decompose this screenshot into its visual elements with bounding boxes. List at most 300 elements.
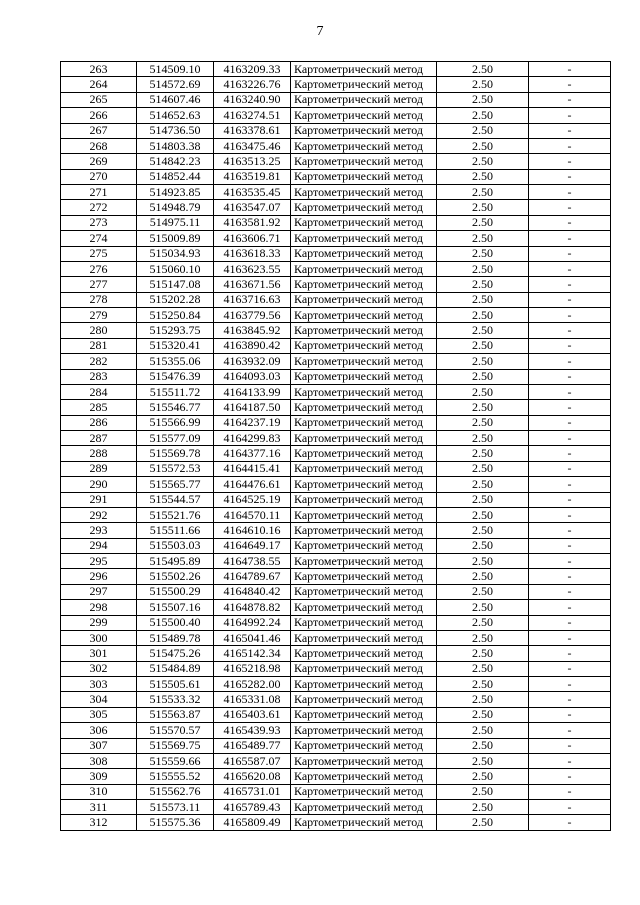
point-number-cell: 286 — [61, 415, 137, 430]
point-number-cell: 304 — [61, 692, 137, 707]
y-coordinate-cell: 4164570.11 — [214, 507, 291, 522]
table-row — [61, 431, 611, 446]
y-coordinate-cell: 4163240.90 — [214, 92, 291, 107]
table-row — [61, 800, 611, 815]
y-coordinate-cell: 4165587.07 — [214, 753, 291, 768]
y-coordinate-cell: 4164610.16 — [214, 523, 291, 538]
precision-cell: 2.50 — [437, 507, 529, 522]
note-cell: - — [529, 323, 611, 338]
precision-cell: 2.50 — [437, 231, 529, 246]
x-coordinate-cell: 515475.26 — [137, 646, 214, 661]
point-number-cell: 279 — [61, 308, 137, 323]
point-number-cell: 302 — [61, 661, 137, 676]
method-cell: Картометрический метод — [291, 384, 437, 399]
point-number-cell: 273 — [61, 215, 137, 230]
note-cell: - — [529, 600, 611, 615]
point-number-cell: 296 — [61, 569, 137, 584]
note-cell: - — [529, 554, 611, 569]
point-number-cell: 287 — [61, 431, 137, 446]
coordinates-table-body — [61, 62, 611, 831]
x-coordinate-cell: 515500.40 — [137, 615, 214, 630]
method-cell: Картометрический метод — [291, 523, 437, 538]
precision-cell: 2.50 — [437, 384, 529, 399]
method-cell: Картометрический метод — [291, 246, 437, 261]
y-coordinate-cell: 4164093.03 — [214, 369, 291, 384]
note-cell: - — [529, 261, 611, 276]
table-row — [61, 646, 611, 661]
method-cell: Картометрический метод — [291, 615, 437, 630]
precision-cell: 2.50 — [437, 692, 529, 707]
x-coordinate-cell: 514736.50 — [137, 123, 214, 138]
note-cell: - — [529, 154, 611, 169]
x-coordinate-cell: 514975.11 — [137, 215, 214, 230]
point-number-cell: 294 — [61, 538, 137, 553]
table-row — [61, 692, 611, 707]
y-coordinate-cell: 4164840.42 — [214, 584, 291, 599]
x-coordinate-cell: 515559.66 — [137, 753, 214, 768]
precision-cell: 2.50 — [437, 707, 529, 722]
note-cell: - — [529, 369, 611, 384]
table-row — [61, 584, 611, 599]
x-coordinate-cell: 515202.28 — [137, 292, 214, 307]
method-cell: Картометрический метод — [291, 461, 437, 476]
precision-cell: 2.50 — [437, 261, 529, 276]
y-coordinate-cell: 4165403.61 — [214, 707, 291, 722]
note-cell: - — [529, 215, 611, 230]
y-coordinate-cell: 4163581.92 — [214, 215, 291, 230]
method-cell: Картометрический метод — [291, 431, 437, 446]
x-coordinate-cell: 514652.63 — [137, 108, 214, 123]
point-number-cell: 275 — [61, 246, 137, 261]
method-cell: Картометрический метод — [291, 400, 437, 415]
note-cell: - — [529, 354, 611, 369]
table-row — [61, 554, 611, 569]
precision-cell: 2.50 — [437, 92, 529, 107]
y-coordinate-cell: 4163618.33 — [214, 246, 291, 261]
table-row — [61, 200, 611, 215]
x-coordinate-cell: 515060.10 — [137, 261, 214, 276]
precision-cell: 2.50 — [437, 569, 529, 584]
precision-cell: 2.50 — [437, 415, 529, 430]
table-row — [61, 154, 611, 169]
point-number-cell: 268 — [61, 138, 137, 153]
table-row — [61, 77, 611, 92]
x-coordinate-cell: 515573.11 — [137, 800, 214, 815]
table-row — [61, 138, 611, 153]
precision-cell: 2.50 — [437, 246, 529, 261]
x-coordinate-cell: 515533.32 — [137, 692, 214, 707]
note-cell: - — [529, 677, 611, 692]
point-number-cell: 299 — [61, 615, 137, 630]
point-number-cell: 309 — [61, 769, 137, 784]
x-coordinate-cell: 515544.57 — [137, 492, 214, 507]
note-cell: - — [529, 231, 611, 246]
x-coordinate-cell: 515355.06 — [137, 354, 214, 369]
y-coordinate-cell: 4164992.24 — [214, 615, 291, 630]
y-coordinate-cell: 4165041.46 — [214, 630, 291, 645]
x-coordinate-cell: 515569.78 — [137, 446, 214, 461]
precision-cell: 2.50 — [437, 738, 529, 753]
method-cell: Картометрический метод — [291, 800, 437, 815]
table-row — [61, 815, 611, 830]
precision-cell: 2.50 — [437, 615, 529, 630]
method-cell: Картометрический метод — [291, 753, 437, 768]
x-coordinate-cell: 515572.53 — [137, 461, 214, 476]
precision-cell: 2.50 — [437, 323, 529, 338]
point-number-cell: 308 — [61, 753, 137, 768]
precision-cell: 2.50 — [437, 600, 529, 615]
y-coordinate-cell: 4164415.41 — [214, 461, 291, 476]
method-cell: Картометрический метод — [291, 738, 437, 753]
y-coordinate-cell: 4164789.67 — [214, 569, 291, 584]
point-number-cell: 281 — [61, 338, 137, 353]
note-cell: - — [529, 62, 611, 77]
note-cell: - — [529, 661, 611, 676]
precision-cell: 2.50 — [437, 185, 529, 200]
method-cell: Картометрический метод — [291, 108, 437, 123]
x-coordinate-cell: 514923.85 — [137, 185, 214, 200]
method-cell: Картометрический метод — [291, 554, 437, 569]
y-coordinate-cell: 4164187.50 — [214, 400, 291, 415]
precision-cell: 2.50 — [437, 400, 529, 415]
method-cell: Картометрический метод — [291, 200, 437, 215]
precision-cell: 2.50 — [437, 723, 529, 738]
note-cell: - — [529, 800, 611, 815]
x-coordinate-cell: 515575.36 — [137, 815, 214, 830]
table-row — [61, 677, 611, 692]
y-coordinate-cell: 4164525.19 — [214, 492, 291, 507]
note-cell: - — [529, 753, 611, 768]
note-cell: - — [529, 584, 611, 599]
table-row — [61, 446, 611, 461]
table-row — [61, 231, 611, 246]
y-coordinate-cell: 4163547.07 — [214, 200, 291, 215]
point-number-cell: 274 — [61, 231, 137, 246]
y-coordinate-cell: 4164878.82 — [214, 600, 291, 615]
table-row — [61, 615, 611, 630]
x-coordinate-cell: 515555.52 — [137, 769, 214, 784]
precision-cell: 2.50 — [437, 369, 529, 384]
note-cell: - — [529, 569, 611, 584]
note-cell: - — [529, 185, 611, 200]
table-row — [61, 707, 611, 722]
note-cell: - — [529, 400, 611, 415]
table-row — [61, 354, 611, 369]
y-coordinate-cell: 4165809.49 — [214, 815, 291, 830]
precision-cell: 2.50 — [437, 431, 529, 446]
note-cell: - — [529, 246, 611, 261]
method-cell: Картометрический метод — [291, 600, 437, 615]
precision-cell: 2.50 — [437, 108, 529, 123]
note-cell: - — [529, 477, 611, 492]
method-cell: Картометрический метод — [291, 815, 437, 830]
method-cell: Картометрический метод — [291, 538, 437, 553]
method-cell: Картометрический метод — [291, 292, 437, 307]
note-cell: - — [529, 446, 611, 461]
table-row — [61, 769, 611, 784]
precision-cell: 2.50 — [437, 492, 529, 507]
method-cell: Картометрический метод — [291, 446, 437, 461]
table-row — [61, 461, 611, 476]
method-cell: Картометрический метод — [291, 707, 437, 722]
precision-cell: 2.50 — [437, 354, 529, 369]
y-coordinate-cell: 4165331.08 — [214, 692, 291, 707]
point-number-cell: 305 — [61, 707, 137, 722]
method-cell: Картометрический метод — [291, 723, 437, 738]
x-coordinate-cell: 515563.87 — [137, 707, 214, 722]
note-cell: - — [529, 723, 611, 738]
method-cell: Картометрический метод — [291, 492, 437, 507]
x-coordinate-cell: 515034.93 — [137, 246, 214, 261]
note-cell: - — [529, 200, 611, 215]
note-cell: - — [529, 707, 611, 722]
point-number-cell: 310 — [61, 784, 137, 799]
method-cell: Картометрический метод — [291, 169, 437, 184]
y-coordinate-cell: 4163932.09 — [214, 354, 291, 369]
x-coordinate-cell: 514852.44 — [137, 169, 214, 184]
point-number-cell: 298 — [61, 600, 137, 615]
note-cell: - — [529, 769, 611, 784]
y-coordinate-cell: 4163209.33 — [214, 62, 291, 77]
point-number-cell: 272 — [61, 200, 137, 215]
point-number-cell: 277 — [61, 277, 137, 292]
y-coordinate-cell: 4165218.98 — [214, 661, 291, 676]
y-coordinate-cell: 4163226.76 — [214, 77, 291, 92]
y-coordinate-cell: 4165142.34 — [214, 646, 291, 661]
method-cell: Картометрический метод — [291, 62, 437, 77]
precision-cell: 2.50 — [437, 477, 529, 492]
precision-cell: 2.50 — [437, 308, 529, 323]
point-number-cell: 289 — [61, 461, 137, 476]
note-cell: - — [529, 308, 611, 323]
x-coordinate-cell: 515505.61 — [137, 677, 214, 692]
point-number-cell: 280 — [61, 323, 137, 338]
y-coordinate-cell: 4164133.99 — [214, 384, 291, 399]
x-coordinate-cell: 515293.75 — [137, 323, 214, 338]
table-row — [61, 92, 611, 107]
note-cell: - — [529, 646, 611, 661]
method-cell: Картометрический метод — [291, 692, 437, 707]
method-cell: Картометрический метод — [291, 185, 437, 200]
note-cell: - — [529, 277, 611, 292]
note-cell: - — [529, 492, 611, 507]
x-coordinate-cell: 515503.03 — [137, 538, 214, 553]
method-cell: Картометрический метод — [291, 646, 437, 661]
note-cell: - — [529, 123, 611, 138]
table-row — [61, 661, 611, 676]
y-coordinate-cell: 4164377.16 — [214, 446, 291, 461]
table-row — [61, 338, 611, 353]
x-coordinate-cell: 515511.66 — [137, 523, 214, 538]
method-cell: Картометрический метод — [291, 92, 437, 107]
x-coordinate-cell: 515565.77 — [137, 477, 214, 492]
method-cell: Картометрический метод — [291, 338, 437, 353]
point-number-cell: 270 — [61, 169, 137, 184]
table-row — [61, 369, 611, 384]
point-number-cell: 284 — [61, 384, 137, 399]
point-number-cell: 288 — [61, 446, 137, 461]
x-coordinate-cell: 515320.41 — [137, 338, 214, 353]
method-cell: Картометрический метод — [291, 630, 437, 645]
y-coordinate-cell: 4163890.42 — [214, 338, 291, 353]
table-row — [61, 123, 611, 138]
precision-cell: 2.50 — [437, 523, 529, 538]
precision-cell: 2.50 — [437, 77, 529, 92]
precision-cell: 2.50 — [437, 154, 529, 169]
method-cell: Картометрический метод — [291, 769, 437, 784]
method-cell: Картометрический метод — [291, 323, 437, 338]
table-row — [61, 277, 611, 292]
precision-cell: 2.50 — [437, 446, 529, 461]
y-coordinate-cell: 4163716.63 — [214, 292, 291, 307]
method-cell: Картометрический метод — [291, 231, 437, 246]
precision-cell: 2.50 — [437, 538, 529, 553]
note-cell: - — [529, 507, 611, 522]
x-coordinate-cell: 515502.26 — [137, 569, 214, 584]
x-coordinate-cell: 515570.57 — [137, 723, 214, 738]
precision-cell: 2.50 — [437, 630, 529, 645]
precision-cell: 2.50 — [437, 338, 529, 353]
y-coordinate-cell: 4163845.92 — [214, 323, 291, 338]
y-coordinate-cell: 4163475.46 — [214, 138, 291, 153]
precision-cell: 2.50 — [437, 677, 529, 692]
point-number-cell: 271 — [61, 185, 137, 200]
table-row — [61, 753, 611, 768]
table-row — [61, 308, 611, 323]
point-number-cell: 266 — [61, 108, 137, 123]
note-cell: - — [529, 292, 611, 307]
x-coordinate-cell: 515009.89 — [137, 231, 214, 246]
y-coordinate-cell: 4163378.61 — [214, 123, 291, 138]
point-number-cell: 269 — [61, 154, 137, 169]
y-coordinate-cell: 4163779.56 — [214, 308, 291, 323]
x-coordinate-cell: 515147.08 — [137, 277, 214, 292]
note-cell: - — [529, 169, 611, 184]
method-cell: Картометрический метод — [291, 415, 437, 430]
note-cell: - — [529, 415, 611, 430]
note-cell: - — [529, 784, 611, 799]
table-row — [61, 523, 611, 538]
y-coordinate-cell: 4165439.93 — [214, 723, 291, 738]
x-coordinate-cell: 515546.77 — [137, 400, 214, 415]
table-row — [61, 384, 611, 399]
point-number-cell: 303 — [61, 677, 137, 692]
y-coordinate-cell: 4163519.81 — [214, 169, 291, 184]
y-coordinate-cell: 4163606.71 — [214, 231, 291, 246]
table-row — [61, 569, 611, 584]
x-coordinate-cell: 515250.84 — [137, 308, 214, 323]
precision-cell: 2.50 — [437, 646, 529, 661]
precision-cell: 2.50 — [437, 215, 529, 230]
x-coordinate-cell: 515577.09 — [137, 431, 214, 446]
method-cell: Картометрический метод — [291, 661, 437, 676]
y-coordinate-cell: 4164738.55 — [214, 554, 291, 569]
table-row — [61, 784, 611, 799]
y-coordinate-cell: 4163513.25 — [214, 154, 291, 169]
method-cell: Картометрический метод — [291, 154, 437, 169]
x-coordinate-cell: 515511.72 — [137, 384, 214, 399]
point-number-cell: 312 — [61, 815, 137, 830]
point-number-cell: 292 — [61, 507, 137, 522]
note-cell: - — [529, 615, 611, 630]
method-cell: Картометрический метод — [291, 277, 437, 292]
y-coordinate-cell: 4165282.00 — [214, 677, 291, 692]
table-row — [61, 400, 611, 415]
point-number-cell: 290 — [61, 477, 137, 492]
method-cell: Картометрический метод — [291, 477, 437, 492]
note-cell: - — [529, 431, 611, 446]
point-number-cell: 306 — [61, 723, 137, 738]
note-cell: - — [529, 108, 611, 123]
precision-cell: 2.50 — [437, 800, 529, 815]
precision-cell: 2.50 — [437, 661, 529, 676]
method-cell: Картометрический метод — [291, 354, 437, 369]
x-coordinate-cell: 515562.76 — [137, 784, 214, 799]
y-coordinate-cell: 4164237.19 — [214, 415, 291, 430]
x-coordinate-cell: 515484.89 — [137, 661, 214, 676]
note-cell: - — [529, 692, 611, 707]
coordinates-table — [60, 61, 611, 831]
y-coordinate-cell: 4165789.43 — [214, 800, 291, 815]
method-cell: Картометрический метод — [291, 784, 437, 799]
table-row — [61, 62, 611, 77]
table-row — [61, 723, 611, 738]
table-row — [61, 292, 611, 307]
y-coordinate-cell: 4164649.17 — [214, 538, 291, 553]
precision-cell: 2.50 — [437, 277, 529, 292]
precision-cell: 2.50 — [437, 584, 529, 599]
precision-cell: 2.50 — [437, 554, 529, 569]
precision-cell: 2.50 — [437, 753, 529, 768]
x-coordinate-cell: 515489.78 — [137, 630, 214, 645]
table-row — [61, 630, 611, 645]
x-coordinate-cell: 515566.99 — [137, 415, 214, 430]
note-cell: - — [529, 738, 611, 753]
note-cell: - — [529, 138, 611, 153]
method-cell: Картометрический метод — [291, 215, 437, 230]
method-cell: Картометрический метод — [291, 138, 437, 153]
note-cell: - — [529, 630, 611, 645]
precision-cell: 2.50 — [437, 292, 529, 307]
y-coordinate-cell: 4163671.56 — [214, 277, 291, 292]
y-coordinate-cell: 4165620.08 — [214, 769, 291, 784]
method-cell: Картометрический метод — [291, 308, 437, 323]
point-number-cell: 285 — [61, 400, 137, 415]
table-row — [61, 738, 611, 753]
method-cell: Картометрический метод — [291, 77, 437, 92]
point-number-cell: 301 — [61, 646, 137, 661]
x-coordinate-cell: 514842.23 — [137, 154, 214, 169]
note-cell: - — [529, 338, 611, 353]
note-cell: - — [529, 77, 611, 92]
point-number-cell: 267 — [61, 123, 137, 138]
table-row — [61, 261, 611, 276]
table-row — [61, 600, 611, 615]
note-cell: - — [529, 815, 611, 830]
point-number-cell: 300 — [61, 630, 137, 645]
point-number-cell: 264 — [61, 77, 137, 92]
table-row — [61, 415, 611, 430]
y-coordinate-cell: 4165489.77 — [214, 738, 291, 753]
note-cell: - — [529, 461, 611, 476]
table-row — [61, 492, 611, 507]
point-number-cell: 263 — [61, 62, 137, 77]
note-cell: - — [529, 384, 611, 399]
x-coordinate-cell: 514572.69 — [137, 77, 214, 92]
point-number-cell: 276 — [61, 261, 137, 276]
precision-cell: 2.50 — [437, 169, 529, 184]
precision-cell: 2.50 — [437, 784, 529, 799]
